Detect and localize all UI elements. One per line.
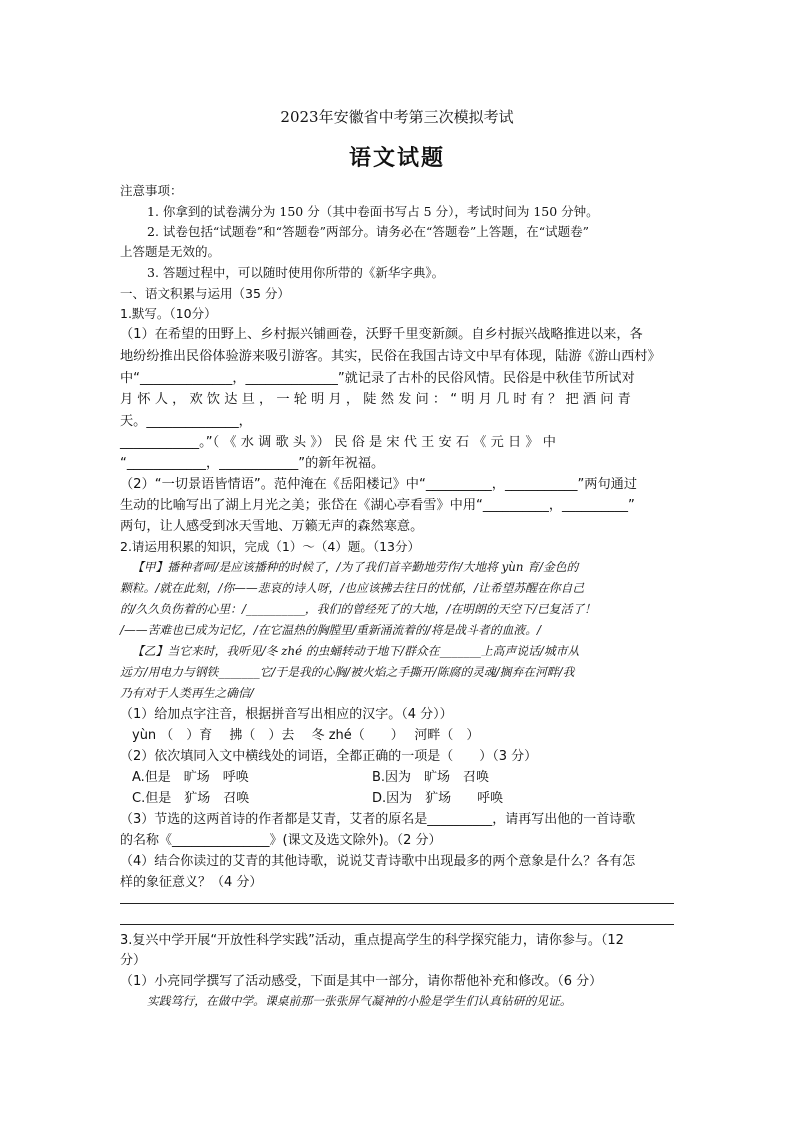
q3-heading: 3.复兴中学开展“开放性科学实践”活动，重点提高学生的科学探究能力，请你参与。（12 [120, 933, 624, 948]
option-b: B.因为 旷场 召唤 [372, 770, 490, 785]
q1-line: 月 怀 人 ， 欢 饮 达 旦 ， 一 轮 明 月 ， 陡 然 发 问 ： “ 明 月 几 时 有 ？ 把 酒 问 青 [120, 392, 631, 407]
notice-item-2: 2. 试卷包括“试题卷”和“答题卷”两部分。请务必在“答题卷”上答题，在“试题卷” [147, 224, 590, 239]
poem-line: /——苦难也已成为记忆，/在它温热的胸膛里/重新涌流着的/将是战斗者的血液。/ [120, 623, 541, 637]
notice-item-3: 3. 答题过程中，可以随时使用你所带的《新华字典》。 [147, 265, 445, 280]
poem-line: 【甲】播种者呵/是应该播种的时候了，/为了我们首辛勤地劳作/大地将 yùn 育/金色的 [132, 560, 579, 574]
section-heading: 一、语文积累与运用（35 分） [120, 286, 290, 301]
poem-line: 的/久久负伤着的心里：/__________，我们的曾经死了的大地，/在明朗的天空下/已复活了！ [120, 602, 596, 616]
q2-sub4: （4）结合你读过的艾青的其他诗歌，说说艾青诗歌中出现最多的两个意象是什么？各有怎 [120, 854, 636, 869]
q1-line: 生动的比喻写出了湖上月光之美；张岱在《湖心亭看雪》中用“__________，__________” [120, 498, 635, 513]
poem-line: 乃有对于人类再生之确信/ [120, 686, 254, 700]
answer-line [120, 903, 674, 904]
poem-line: 颗粒。/就在此刻，/你——悲哀的诗人呀，/也应该拂去往日的忧郁，/让希望苏醒在你自己 [120, 581, 585, 595]
q2-heading: 2.请运用积累的知识，完成（1）～（4）题。（13分） [120, 539, 420, 554]
q1-line: “____________，____________”的新年祝福。 [120, 456, 385, 471]
notice-item-1: 1. 你拿到的试卷满分为 150 分（其中卷面书写占 5 分），考试时间为 150 分钟。 [147, 204, 599, 219]
q2-sub3-cont: 的名称《_______________》(课文及选文除外)。（2 分） [120, 833, 442, 848]
q2-sub3: （3）节选的这两首诗的作者都是艾青，艾者的原名是__________，请再写出他的一首诗歌 [120, 812, 636, 827]
q3-excerpt: 实践笃行，在做中学。课桌前那一张张屏气凝神的小脸是学生们认真钻研的见证。 [147, 994, 572, 1008]
option-c: C.但是 犷场 召唤 [132, 791, 250, 806]
q1-heading: 1.默写。（10分） [120, 306, 217, 321]
q2-pinyin-row: yùn （ ）育 拂（ ）去 冬 zhé（ ） 河畔（ ） [132, 728, 480, 743]
exam-title: 2023年安徽省中考第三次模拟考试 [280, 108, 514, 126]
q2-sub1: （1）给加点字注音，根据拼音写出相应的汉字。（4 分）） [120, 707, 453, 722]
q2-sub2: （2）依次填同入文中横线处的词语，全都正确的一项是（ ）（3 分） [120, 749, 538, 764]
q1-line: （2）“一切景语皆情语”。范仲淹在《岳阳楼记》中“__________，___________”两句通过 [120, 477, 638, 492]
notice-item-2-cont: 上答题是无效的。 [120, 244, 221, 259]
q1-line: ____________。”（ 《 水 调 歌 头 》） 民 俗 是 宋 代 王 安 石 《 元 日 》 中 [120, 435, 556, 450]
q1-line: 地纷纷推出民俗体验游来吸引游客。其实，民俗在我国古诗文中早有体现，陆游《游山西村》 [120, 349, 661, 364]
q2-sub4-cont: 样的象征意义？（4 分） [120, 875, 263, 890]
q1-line: 天。______________， [120, 414, 252, 429]
poem-line: 【乙】当它来时，我听见/冬 zhé 的虫蛹转动于地下/群众在_______上高声说话/城市从 [132, 644, 580, 658]
q1-line: 两句，让人感受到冰天雪地、万籁无声的森然寒意。 [120, 519, 424, 534]
option-a: A.但是 旷场 呼唤 [132, 770, 249, 785]
q1-line: 中“______________，______________”就记录了古朴的民俗风情。民俗是中秋佳节所试对 [120, 371, 635, 386]
subject-title: 语文试题 [348, 145, 445, 171]
q3-heading-cont: 分） [120, 953, 147, 968]
answer-line [120, 924, 674, 925]
poem-line: 远方/用电力与钢铁_______它/于是我的心胸/被火焰之手撕开/陈腐的灵魂/搁弃在河畔/我 [120, 665, 575, 679]
q1-line: （1）在希望的田野上、乡村振兴铺画卷，沃野千里变新颜。自乡村振兴战略推进以来，各 [120, 327, 643, 342]
option-d: D.因为 犷场 呼唤 [372, 791, 504, 806]
notice-heading: 注意事项： [120, 183, 183, 198]
q3-sub1: （1）小亮同学撰写了活动感受，下面是其中一部分，请你帮他补充和修改。（6 分） [120, 974, 603, 989]
